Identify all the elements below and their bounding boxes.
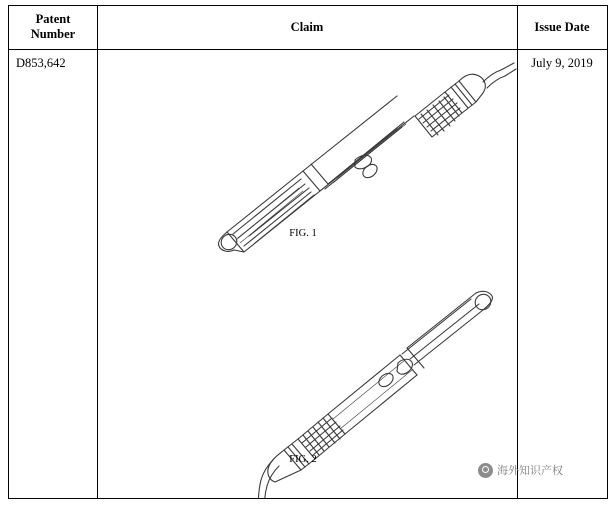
cell-issue-date: July 9, 2019 xyxy=(531,56,593,70)
column-header-patent-number xyxy=(9,12,97,42)
column-header-patent-number-line1: Patent xyxy=(35,12,71,26)
patent-claim-table xyxy=(8,5,608,499)
patent-drawing-figures xyxy=(97,50,517,498)
watermark xyxy=(478,462,563,478)
watermark-text: 海外知识产权 xyxy=(497,464,563,477)
cell-patent-number: D853,642 xyxy=(16,56,66,70)
figure-2-drawing xyxy=(258,291,494,498)
circle-logo-icon xyxy=(478,463,493,478)
column-divider-2 xyxy=(517,6,518,498)
column-header-patent-number-line2: Number xyxy=(30,27,76,41)
column-header-claim: Claim xyxy=(290,20,324,34)
figure-2-caption: FIG. 2 xyxy=(289,454,317,465)
column-header-issue-date: Issue Date xyxy=(534,20,590,34)
figure-1-drawing xyxy=(218,63,516,253)
figure-1-caption: FIG. 1 xyxy=(289,228,317,239)
cell-claim-drawings xyxy=(97,50,517,498)
